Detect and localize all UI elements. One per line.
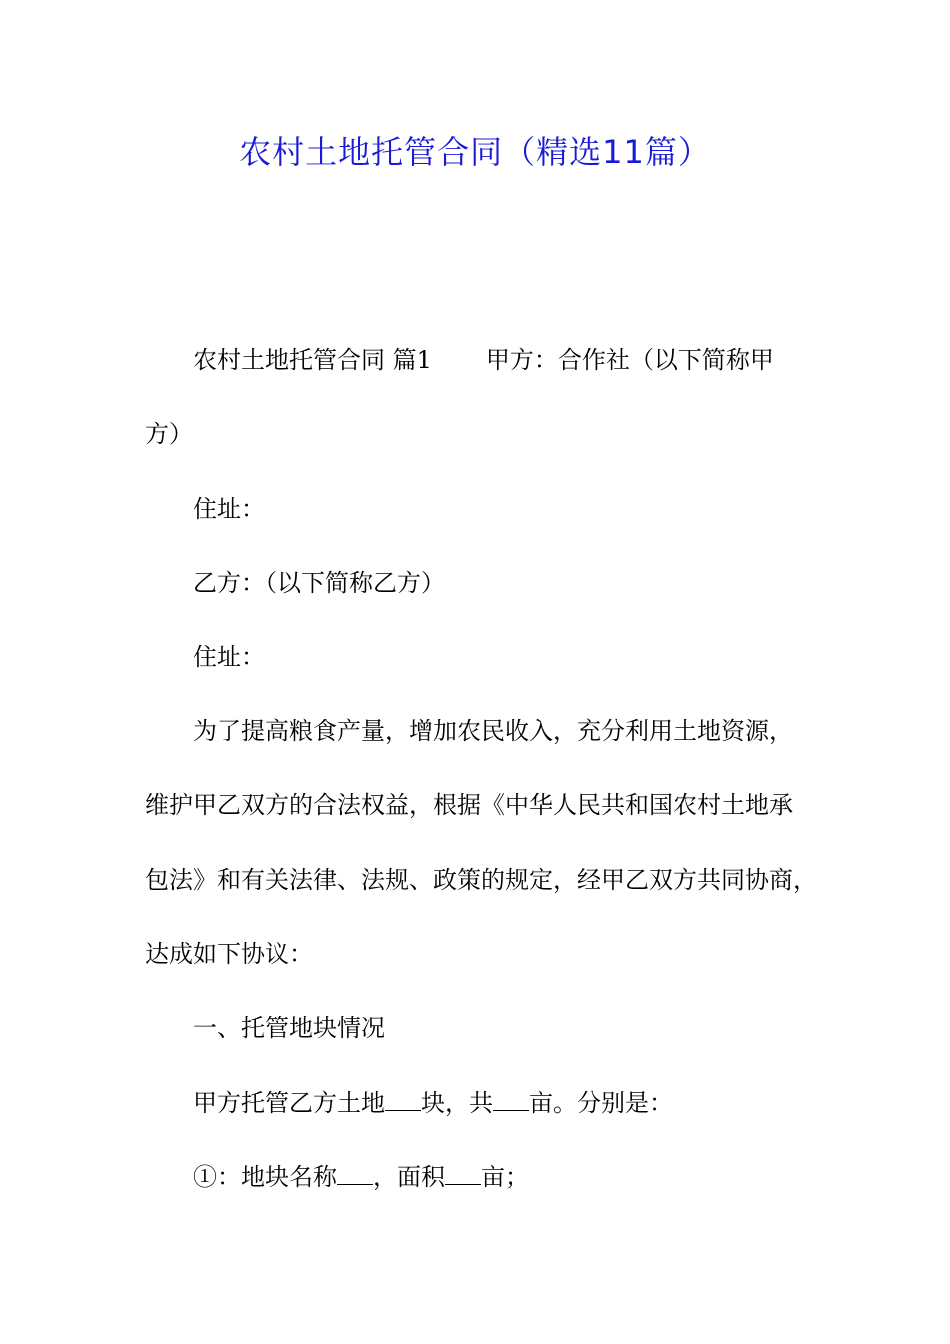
plot-item-part: 亩； (481, 1163, 529, 1191)
party-b-label: 乙方：（以下简称乙方） (193, 569, 445, 597)
plot-item-part: ①：地块名称 (193, 1163, 337, 1191)
plot-item-part: ，面积 (373, 1163, 445, 1191)
party-b-address: 住址： (193, 643, 265, 671)
preamble-line-1: 为了提高粮食产量，增加农民收入，充分利用土地资源， (193, 717, 793, 745)
blank-field (385, 1090, 421, 1111)
preamble-line-2: 维护甲乙双方的合法权益，根据《中华人民共和国农村土地承 (145, 791, 793, 819)
blank-field (337, 1164, 373, 1185)
blank-field (493, 1090, 529, 1111)
blank-field (445, 1164, 481, 1185)
section-title: 农村土地托管合同 篇1 (193, 346, 432, 374)
section-1-heading: 一、托管地块情况 (193, 1014, 385, 1042)
party-a-label: 甲方：合作社（以下简称甲 (485, 346, 774, 374)
section-1-text-part: 块，共 (421, 1089, 493, 1117)
party-a-continuation: 方） (145, 420, 193, 448)
preamble-line-4: 达成如下协议： (145, 940, 313, 968)
section-1-text-part: 亩。分别是： (529, 1089, 673, 1117)
preamble-line-3: 包法》和有关法律、法规、政策的规定，经甲乙双方共同协商， (145, 866, 817, 894)
section-heading-line (145, 323, 825, 397)
document-title: 农村土地托管合同（精选11篇） (239, 133, 711, 171)
section-1-text (145, 1066, 825, 1140)
section-1-text-part: 甲方托管乙方土地 (193, 1089, 385, 1117)
party-a-address: 住址： (193, 495, 265, 523)
plot-item-1 (145, 1140, 825, 1214)
